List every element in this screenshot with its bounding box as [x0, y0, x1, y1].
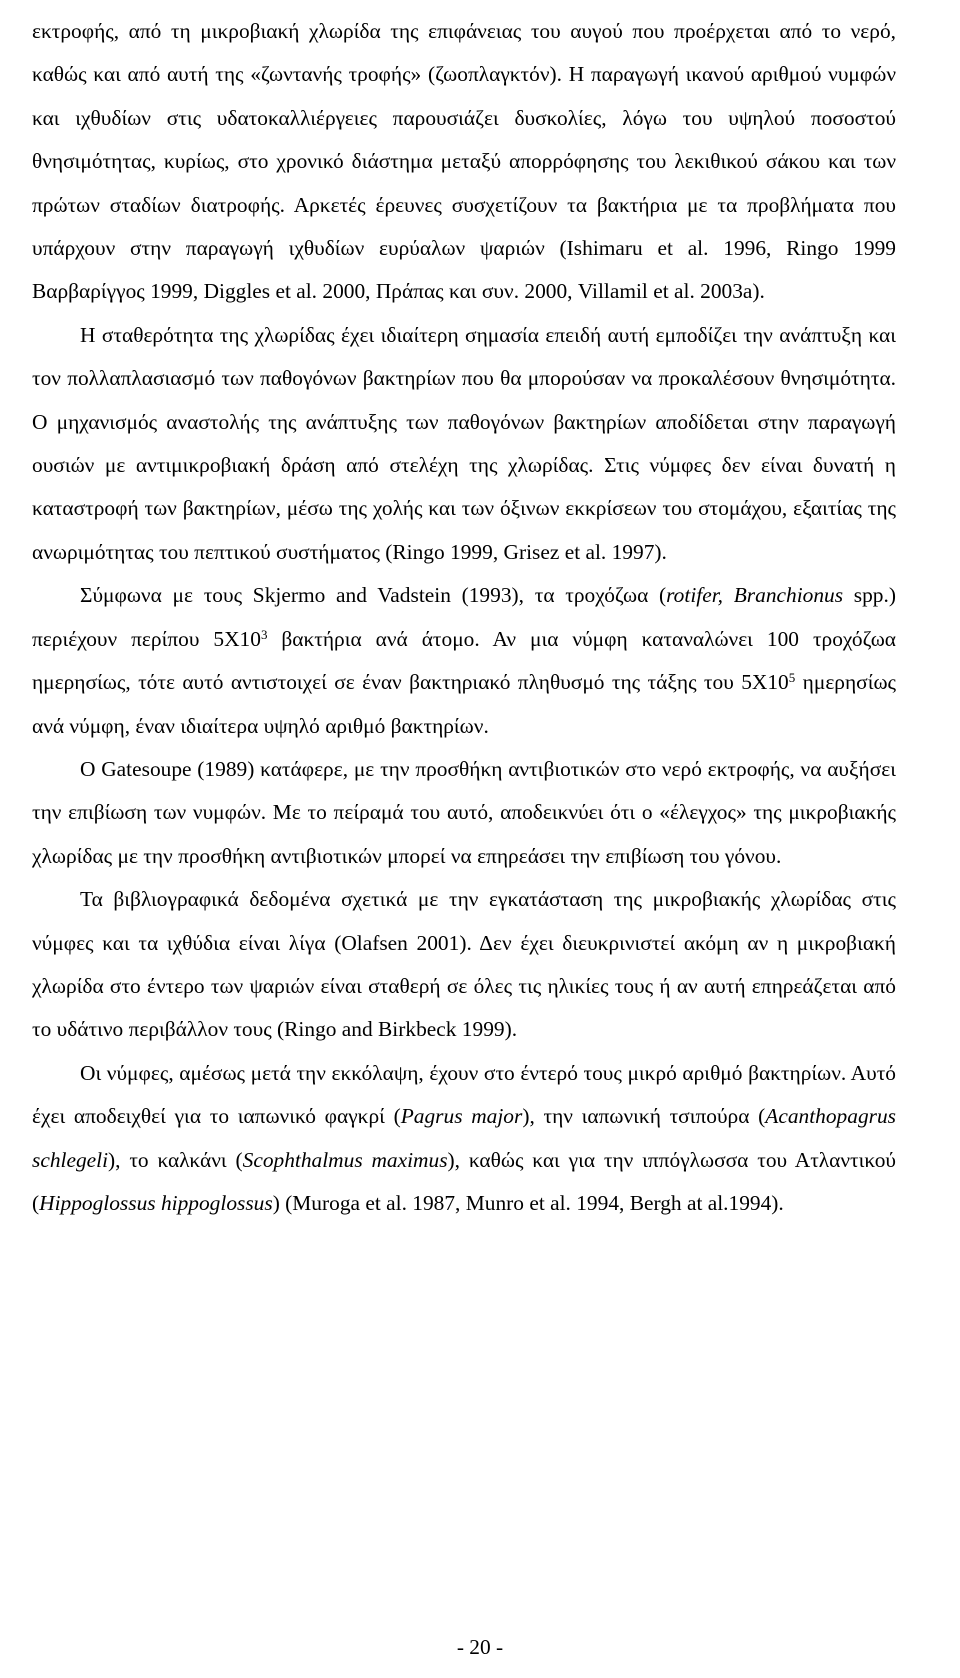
superscript: 3	[260, 626, 268, 642]
text-segment: Σύμφωνα με τους Skjermo and Vadstein (1993), τα τροχόζωα (	[80, 583, 667, 608]
italic-text: Acanthopagrus schlegeli	[32, 1104, 896, 1172]
paragraph	[32, 748, 896, 878]
superscript: 5	[788, 670, 796, 686]
paragraph	[32, 314, 896, 574]
italic-text: Pagrus major	[400, 1104, 523, 1129]
italic-text: Hippoglossus hippoglossus	[39, 1190, 273, 1215]
text-segment: εκτροφής, από τη μικροβιακή χλωρίδα της επιφάνειας του αυγού που προέρχεται από το νερό, καθώς και από αυτή της «ζωντανής τροφής» (ζωοπλαγκτόν). Η παραγωγή ικανού αριθμού νυμφών και ιχθυδίων στις υδατοκαλλιέργειες παρουσιάζει δυσκολίες, λόγω του υψηλού ποσοστού θνησιμότητας, κυρίως, στο χρονικό διάστημα μεταξύ απορρόφησης του λεκιθικού σάκου και των πρώτων σταδίων διατροφής. Αρκετές έρευνες συσχετίζουν τα βακτήρια με τα προβλήματα που υπάρχουν στην παραγωγή ιχθυδίων ευρύαλων ψαριών (Ishimaru et al. 1996, Ringo 1999 Βαρβαρίγγος 1999, Diggles et al. 2000, Πράπας και συν. 2000, Villamil et al. 2003a).	[32, 19, 896, 304]
text-segment: spp.) περιέχουν περίπου 5Χ10	[32, 583, 896, 651]
text-segment: ) (Muroga et al. 1987, Munro et al. 1994, Bergh at al.1994).	[272, 1190, 784, 1215]
paragraph	[32, 878, 896, 1052]
text-segment: βακτήρια ανά άτομο. Αν μια νύμφη καταναλώνει 100 τροχόζωα ημερησίως, τότε αυτό αντιστοιχεί σε έναν βακτηριακό πληθυσμό της τάξης του 5Χ10	[32, 626, 896, 695]
text-segment: Τα βιβλιογραφικά δεδομένα σχετικά με την εγκατάσταση της μικροβιακής χλωρίδας στις νύμφες και τα ιχθύδια είναι λίγα (Olafsen 2001). Δεν έχει διευκρινιστεί ακόμη αν η μικροβιακή χλωρίδα στο έντερο των ψαριών είναι σταθερή σε όλες τις ηλικίες τους ή αν αυτή επηρεάζεται από το υδάτινο περιβάλλον τους (Ringo and Birkbeck 1999).	[32, 887, 896, 1042]
text-segment: ημερησίως ανά νύμφη, έναν ιδιαίτερα υψηλό αριθμό βακτηρίων.	[32, 670, 896, 738]
text-segment: Ο Gatesoupe (1989) κατάφερε, με την προσθήκη αντιβιοτικών στο νερό εκτροφής, να αυξήσει την επιβίωση των νυμφών. Με το πείραμά του αυτό, αποδεικνύει ότι ο «έλεγχος» της μικροβιακής χλωρίδας με την προσθήκη αντιβιοτικών μπορεί να επηρεάσει την επιβίωση του γόνου.	[32, 756, 896, 868]
italic-text: Scophthalmus maximus	[242, 1147, 448, 1172]
text-segment: Οι νύμφες, αμέσως μετά την εκκόλαψη, έχουν στο έντερό τους μικρό αριθμό βακτηρίων. Αυτό έχει αποδειχθεί για το ιαπωνικό φαγκρί (	[32, 1060, 896, 1129]
paragraph	[32, 574, 896, 748]
text-segment: ), καθώς και για την ιππόγλωσσα του Ατλαντικού (	[32, 1147, 896, 1215]
paragraph	[32, 10, 896, 314]
text-segment: Η σταθερότητα της χλωρίδας έχει ιδιαίτερη σημασία επειδή αυτή εμποδίζει την ανάπτυξη και τον πολλαπλασιασμό των παθογόνων βακτηρίων που θα μπορούσαν να προκαλέσουν θνησιμότητα. Ο μηχανισμός αναστολής της ανάπτυξης των παθογόνων βακτηρίων αποδίδεται στην παραγωγή ουσιών με αντιμικροβιακή δράση από στελέχη της χλωρίδας. Στις νύμφες δεν είναι δυνατή η καταστροφή των βακτηρίων, μέσω της χολής και των όξινων εκκρίσεων του στομάχου, εξαιτίας της ανωριμότητας του πεπτικού συστήματος (Ringo 1999, Grisez et al. 1997).	[32, 322, 896, 564]
paragraph	[32, 1052, 896, 1226]
text-segment: ), το καλκάνι (	[108, 1147, 243, 1172]
body-text	[32, 10, 896, 1225]
text-segment: ), την ιαπωνική τσιπούρα (	[522, 1104, 766, 1129]
italic-text: rotifer, Branchionus	[666, 583, 844, 608]
page-number: - 20 -	[456, 1635, 504, 1659]
